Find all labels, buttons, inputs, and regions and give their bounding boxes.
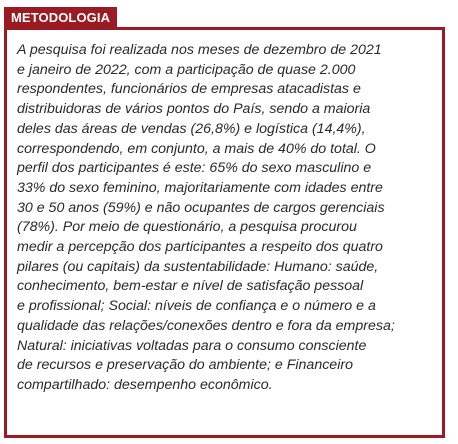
methodology-text xyxy=(17,41,437,396)
text-line: distribuidoras de vários pontos do País, sendo a maioria xyxy=(17,101,371,118)
text-line: A pesquisa foi realizada nos meses de dezembro de 2021 xyxy=(17,42,382,58)
text-line: e profissional; Social: níveis de confiança e o número e a xyxy=(17,298,376,315)
text-line: e janeiro de 2022, com a participação de quase 2.000 xyxy=(17,61,356,78)
text-line: conhecimento, bem-estar e nível de satisfação pessoal xyxy=(17,278,364,295)
methodology-box xyxy=(4,27,445,438)
text-line: deles das áreas de vendas (26,8%) e logística (14,4%), xyxy=(17,120,366,137)
text-line: qualidade das relações/conexões dentro e fora da empresa; xyxy=(17,317,395,334)
section-tag-metodologia: METODOLOGIA xyxy=(4,7,117,28)
text-line: Natural: iniciativas voltadas para o consumo consciente xyxy=(17,337,367,354)
text-line: 33% do sexo feminino, majoritariamente com idades entre xyxy=(17,179,383,196)
text-line: perfil dos participantes é este: 65% do sexo masculino e xyxy=(17,160,372,177)
text-line: respondentes, funcionários de empresas atacadistas e xyxy=(17,81,361,98)
text-line: compartilhado: desempenho econômico. xyxy=(17,376,273,393)
text-line: 30 e 50 anos (59%) e não ocupantes de cargos gerenciais xyxy=(17,199,385,216)
text-line: de recursos e preservação do ambiente; e Financeiro xyxy=(17,357,353,374)
text-line: (78%). Por meio de questionário, a pesquisa procurou xyxy=(17,219,357,236)
text-line: pilares (ou capitais) da sustentabilidade: Humano: saúde, xyxy=(17,258,379,275)
text-line: correspondendo, em conjunto, a mais de 40% do total. O xyxy=(17,140,376,157)
text-line: medir a percepção dos participantes a respeito dos quatro xyxy=(17,239,383,256)
